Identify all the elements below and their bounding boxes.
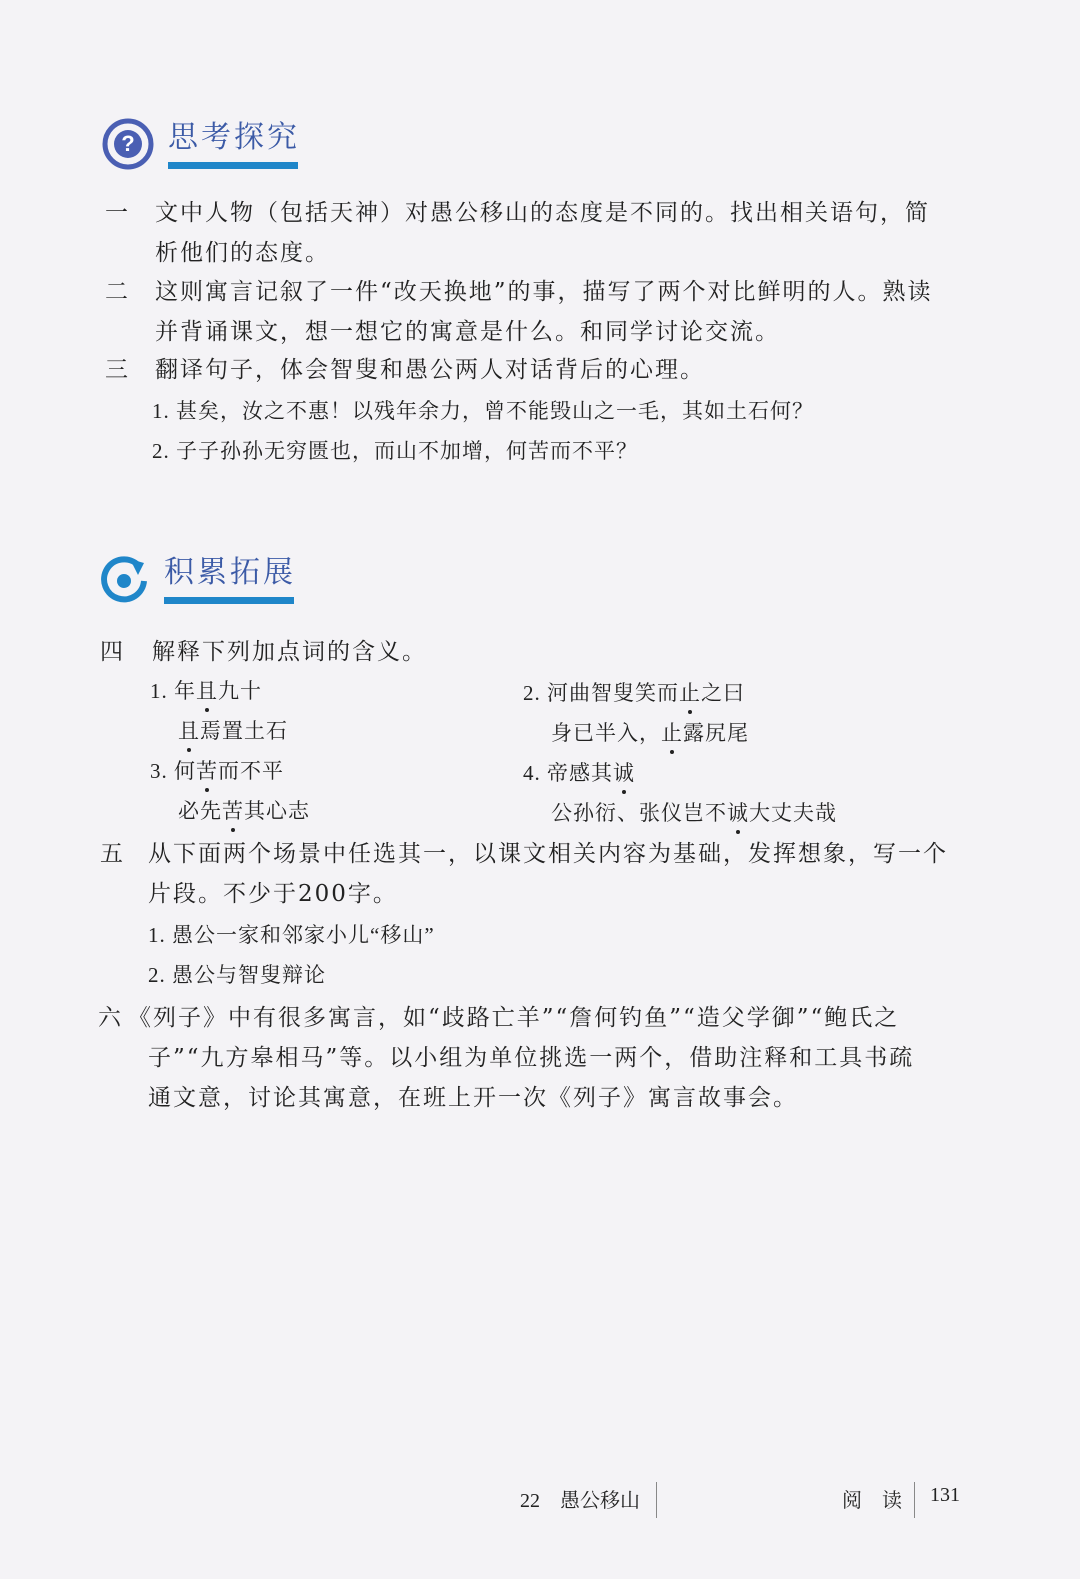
dotted-char: 且 (196, 674, 218, 708)
question-number: 五 (100, 841, 125, 867)
question-text-line: 这则寓言记叙了一件“改天换地”的事，描写了两个对比鲜明的人。熟读 (155, 279, 933, 305)
section-header-think (102, 118, 300, 170)
question-number: 一 (105, 200, 130, 226)
dotted-char: 苦 (196, 754, 218, 788)
dotted-char: 止 (679, 676, 701, 710)
question-5 (100, 834, 980, 914)
question-text-line: 子”“九方皋相马”等。以小组为单位挑选一两个，借助注释和工具书疏 (148, 1045, 915, 1071)
footer-divider (656, 1482, 657, 1518)
dotted-char: 止 (661, 716, 683, 750)
footer-divider (914, 1482, 915, 1518)
dotted-char: 且 (178, 714, 200, 748)
section-header-expand (98, 553, 296, 605)
question-6 (98, 998, 978, 1118)
question-4 (100, 632, 980, 672)
question-text-line: 文中人物（包括天神）对愚公移山的态度是不同的。找出相关语句，简 (155, 200, 930, 226)
footer-section: 阅 读 (842, 1490, 902, 1512)
question-2 (105, 272, 985, 352)
svg-text:?: ? (121, 131, 135, 156)
page-number: 131 (930, 1484, 960, 1506)
title-underline (164, 597, 294, 604)
footer-lesson: 22 愚公移山 (520, 1490, 640, 1512)
question-number: 二 (105, 279, 130, 305)
sub-item: 1. 愚公一家和邻家小儿“移山” (148, 923, 435, 947)
question-text-line: 解释下列加点词的含义。 (152, 639, 427, 665)
question-text-line: 析他们的态度。 (155, 240, 330, 266)
question-text-line: 从下面两个场景中任选其一，以课文相关内容为基础，发挥想象，写一个 (148, 841, 948, 867)
question-number: 六 (98, 1005, 123, 1031)
word-item-4-example: 公孙衍、张仪岂不诚大丈夫哉 (551, 796, 837, 830)
question-text-line: 《列子》中有很多寓言，如“歧路亡羊”“詹何钓鱼”“造父学御”“鲍氏之 (128, 1005, 900, 1031)
section-title: 积累拓展 (164, 555, 296, 590)
question-number: 三 (105, 357, 130, 383)
dotted-char: 诚 (613, 756, 635, 790)
question-text-line: 并背诵课文，想一想它的寓意是什么。和同学讨论交流。 (155, 319, 780, 345)
word-item-2: 2. 河曲智叟笑而止之曰 (523, 676, 745, 710)
question-text-line: 通文意，讨论其寓意，在班上开一次《列子》寓言故事会。 (148, 1085, 798, 1111)
question-icon (102, 118, 154, 170)
word-item-1: 1. 年且九十 (150, 674, 262, 708)
word-item-3-example: 必先苦其心志 (178, 794, 310, 828)
refresh-arrow-icon (98, 553, 150, 605)
question-number: 四 (100, 639, 125, 665)
question-3 (105, 350, 985, 390)
word-item-3: 3. 何苦而不平 (150, 754, 284, 788)
dotted-char: 苦 (222, 794, 244, 828)
sub-item: 2. 子子孙孙无穷匮也，而山不加增，何苦而不平？ (152, 439, 638, 463)
question-text-line: 片段。不少于200字。 (148, 881, 398, 907)
dotted-char: 诚 (727, 796, 749, 830)
word-item-4: 4. 帝感其诚 (523, 756, 635, 790)
question-text-line: 翻译句子，体会智叟和愚公两人对话背后的心理。 (155, 357, 705, 383)
title-underline (168, 162, 298, 169)
question-1 (105, 193, 985, 273)
word-item-2-example: 身已半入，止露尻尾 (551, 716, 749, 750)
section-title: 思考探究 (168, 120, 300, 155)
sub-item: 1. 甚矣，汝之不惠！以残年余力，曾不能毁山之一毛，其如土石何？ (152, 399, 814, 423)
sub-item: 2. 愚公与智叟辩论 (148, 963, 326, 987)
word-item-1-example: 且焉置土石 (178, 714, 288, 748)
